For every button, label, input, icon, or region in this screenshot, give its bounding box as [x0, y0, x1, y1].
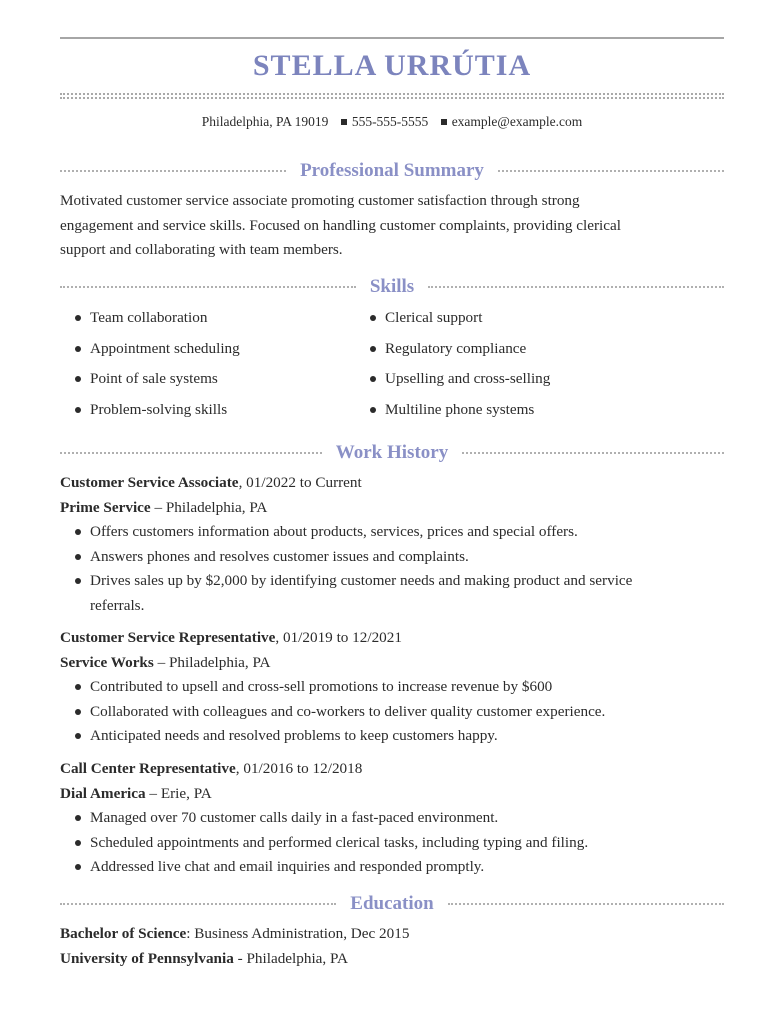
job-location: – Philadelphia, PA — [150, 498, 268, 516]
section-header-skills — [60, 275, 724, 299]
bullet-icon — [75, 554, 81, 560]
job-location: – Erie, PA — [145, 784, 212, 802]
dotted-divider — [462, 452, 724, 454]
job-company: Dial America — [60, 784, 146, 802]
bullet-icon — [75, 315, 81, 321]
section-header-summary — [60, 159, 724, 183]
summary-line: engagement and service skills. Focused on handling customer complaints, providing clerical — [60, 216, 621, 234]
dotted-divider — [60, 452, 322, 454]
job-company: Prime Service — [60, 498, 151, 516]
bullet-icon — [75, 684, 81, 690]
job-company-line — [60, 496, 724, 521]
job-title-line — [60, 757, 724, 782]
bullet-icon — [75, 376, 81, 382]
dotted-divider — [60, 170, 286, 172]
job-role: Call Center Representative — [60, 760, 236, 777]
job-dates: , 01/2019 to 12/2021 — [275, 629, 402, 646]
job-company-line — [60, 651, 724, 676]
section-title: Work History — [335, 442, 449, 463]
resume-name: STELLA URRÚTIA — [252, 49, 532, 82]
bullet-icon — [370, 346, 376, 352]
contact-city: Philadelphia, PA 19019 — [201, 114, 329, 129]
bullet-icon — [75, 815, 81, 821]
bullet-icon — [75, 733, 81, 739]
summary-line: Motivated customer service associate promoting customer satisfaction through strong — [60, 192, 580, 209]
skill-item: Point of sale systems — [60, 367, 218, 391]
job-bullet-continuation: referrals. — [90, 596, 145, 614]
dotted-divider — [498, 170, 724, 172]
contact-phone: 555-555-5555 — [351, 114, 429, 129]
bullet-icon — [370, 407, 376, 413]
education-school-line — [60, 947, 724, 972]
dotted-divider — [428, 286, 724, 288]
contact-email: example@example.com — [451, 114, 583, 129]
skill-item: Appointment scheduling — [60, 337, 240, 361]
bullet-icon — [75, 346, 81, 352]
bullet-icon — [75, 709, 81, 715]
job-bullet: Drives sales up by $2,000 by identifying customer needs and making product and service — [60, 569, 724, 594]
job-title-line — [60, 626, 724, 651]
job-bullet: Addressed live chat and email inquiries and responded promptly. — [60, 855, 724, 880]
bullet-icon — [75, 578, 81, 584]
square-bullet-icon — [341, 119, 347, 125]
job-location: – Philadelphia, PA — [153, 653, 271, 671]
job-dates: , 01/2022 to Current — [238, 474, 362, 491]
contact-line — [60, 113, 724, 131]
job-bullet: Anticipated needs and resolved problems to keep customers happy. — [60, 724, 724, 749]
degree-name: Bachelor of Science — [60, 925, 187, 942]
job-title-line — [60, 471, 724, 496]
section-header-work — [60, 441, 724, 465]
job-bullet: Collaborated with colleagues and co-workers to deliver quality customer experience. — [60, 700, 724, 725]
job-bullet: Scheduled appointments and performed clerical tasks, including typing and filing. — [60, 831, 724, 856]
job-company: Service Works — [60, 653, 154, 671]
bullet-icon — [370, 315, 376, 321]
bullet-icon — [75, 529, 81, 535]
education-degree-line — [60, 922, 724, 947]
dotted-divider — [60, 903, 336, 905]
skill-item: Regulatory compliance — [355, 337, 526, 361]
section-title: Professional Summary — [300, 160, 484, 181]
section-title: Education — [350, 893, 434, 914]
skill-item: Multiline phone systems — [355, 398, 534, 422]
job-bullet: Answers phones and resolves customer issues and complaints. — [60, 545, 724, 570]
square-bullet-icon — [441, 119, 447, 125]
job-bullet: Managed over 70 customer calls daily in a fast-paced environment. — [60, 806, 724, 831]
summary-line: support and collaborating with team members. — [60, 241, 343, 258]
dotted-divider — [60, 286, 356, 288]
name-rule — [60, 93, 724, 95]
skill-item: Upselling and cross-selling — [355, 367, 550, 391]
dotted-divider — [448, 903, 724, 905]
job-bullet: Offers customers information about products, services, prices and special offers. — [60, 520, 724, 545]
job-bullet: Contributed to upsell and cross-sell promotions to increase revenue by $600 — [60, 675, 724, 700]
school-location: - Philadelphia, PA — [233, 949, 349, 967]
skill-item: Clerical support — [355, 306, 482, 330]
job-role: Customer Service Representative — [60, 629, 276, 646]
job-company-line — [60, 782, 724, 807]
skill-item: Team collaboration — [60, 306, 207, 330]
bullet-icon — [370, 376, 376, 382]
skill-item: Problem-solving skills — [60, 398, 227, 422]
top-rule — [60, 37, 724, 39]
bullet-icon — [75, 407, 81, 413]
job-dates: , 01/2016 to 12/2018 — [235, 760, 363, 777]
section-header-education — [60, 892, 724, 916]
job-role: Customer Service Associate — [60, 474, 239, 491]
name-rule-secondary — [60, 97, 724, 99]
bullet-icon — [75, 864, 81, 870]
summary-text — [60, 189, 724, 263]
degree-field: : Business Administration, Dec 2015 — [186, 925, 410, 942]
bullet-icon — [75, 840, 81, 846]
section-title: Skills — [369, 276, 415, 297]
school-name: University of Pennsylvania — [60, 949, 234, 967]
